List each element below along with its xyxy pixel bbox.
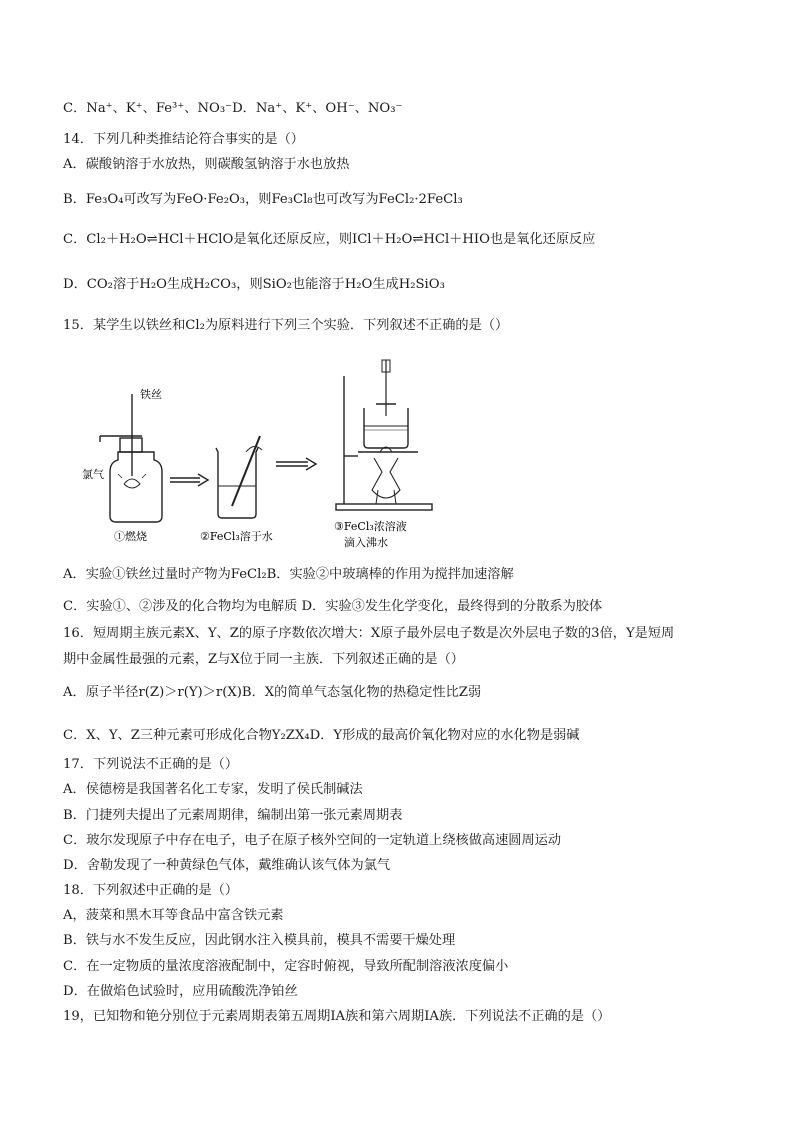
q14-stem: 14．下列几种类推结论符合事实的是（） bbox=[63, 132, 304, 147]
q17-option-c: C．玻尔发现原子中存在电子，电子在原子核外空间的一定轨道上绕核做高速圆周运动 bbox=[63, 833, 562, 848]
q18-stem: 18．下列叙述中正确的是（） bbox=[63, 883, 239, 898]
dissolving-beaker bbox=[216, 436, 262, 518]
label-iron-wire: 铁丝 bbox=[140, 388, 162, 401]
q15-options-cd: C．实验①、②涉及的化合物均为电解质 D．实验③发生化学变化，最终得到的分散系为胶体 bbox=[63, 599, 603, 614]
q15-options-ab: A．实验①铁丝过量时产物为FeCl₂B．实验②中玻璃棒的作用为搅拌加速溶解 bbox=[63, 567, 514, 582]
q17-option-a: A．侯德榜是我国著名化工专家，发明了侯氏制碱法 bbox=[63, 782, 363, 797]
arrow-2 bbox=[276, 458, 316, 470]
q19-stem: 19，已知物和铯分别位于元素周期表第五周期ⅠA族和第六周期ⅠA族．下列说法不正确的是（） bbox=[63, 1009, 611, 1024]
combustion-bottle bbox=[100, 394, 162, 522]
experiment-diagram bbox=[82, 356, 442, 556]
q16-options-ab: A．原子半径r(Z)＞r(Y)＞r(X)B．X的简单气态氢化物的热稳定性比Z弱 bbox=[63, 685, 482, 700]
caption-heating-2: 滴入沸水 bbox=[344, 536, 388, 549]
q16-stem-cont: 期中金属性最强的元素，Z与X位于同一主族．下列叙述正确的是（） bbox=[63, 652, 464, 667]
q18-option-c: C．在一定物质的量浓度溶液配制中，定容时俯视，导致所配制溶液浓度偏小 bbox=[63, 959, 509, 974]
q18-option-d: D．在做焰色试验时，应用硫酸洗净铂丝 bbox=[63, 984, 298, 999]
caption-heating-1: ③FeCl₃浓溶液 bbox=[334, 520, 407, 533]
q14-option-a: A．碳酸钠溶于水放热，则碳酸氢钠溶于水也放热 bbox=[63, 157, 350, 172]
caption-combustion: ①燃烧 bbox=[114, 530, 147, 543]
q14-option-b: B．Fe₃O₄可改写为FeO·Fe₂O₃，则Fe₃Cl₈也可改写为FeCl₂·2FeCl₃ bbox=[63, 192, 463, 207]
q13-options-cd: C．Na⁺、K⁺、Fe³⁺、NO₃⁻D．Na⁺、K⁺、OH⁻、NO₃⁻ bbox=[63, 101, 403, 116]
q17-option-d: D．舍勒发现了一种黄绿色气体，戴维确认该气体为氯气 bbox=[63, 858, 391, 873]
caption-dissolve: ②FeCl₃溶于水 bbox=[200, 530, 273, 543]
q16-options-cd: C．X、Y、Z三种元素可形成化合物Y₂ZX₄D．Y形成的最高价氧化物对应的水化物是弱碱 bbox=[63, 728, 580, 743]
q17-option-b: B．门捷列夫提出了元素周期律，编制出第一张元素周期表 bbox=[63, 808, 403, 823]
q17-stem: 17．下列说法不正确的是（） bbox=[63, 757, 239, 772]
experiment-figure bbox=[82, 356, 442, 556]
heating-apparatus bbox=[336, 360, 432, 510]
q18-option-b: B．铁与水不发生反应，因此钢水注入模具前，模具不需要干燥处理 bbox=[63, 933, 456, 948]
q14-option-c: C．Cl₂＋H₂O⇌HCl＋HClO是氧化还原反应，则ICl＋H₂O⇌HCl＋HIO也是氧化还原反应 bbox=[63, 232, 596, 247]
arrow-1 bbox=[170, 474, 208, 486]
q14-option-d: D．CO₂溶于H₂O生成H₂CO₃，则SiO₂也能溶于H₂O生成H₂SiO₃ bbox=[63, 277, 445, 292]
q15-stem: 15．某学生以铁丝和Cl₂为原料进行下列三个实验．下列叙述不正确的是（） bbox=[63, 318, 509, 333]
q18-option-a: A，菠菜和黑木耳等食品中富含铁元素 bbox=[63, 908, 284, 923]
label-chlorine: 氯气 bbox=[82, 468, 104, 481]
q16-stem: 16．短周期主族元素X、Y、Z的原子序数依次增大：X原子最外层电子数是次外层电子数的3倍，Y是短周 bbox=[63, 626, 675, 641]
